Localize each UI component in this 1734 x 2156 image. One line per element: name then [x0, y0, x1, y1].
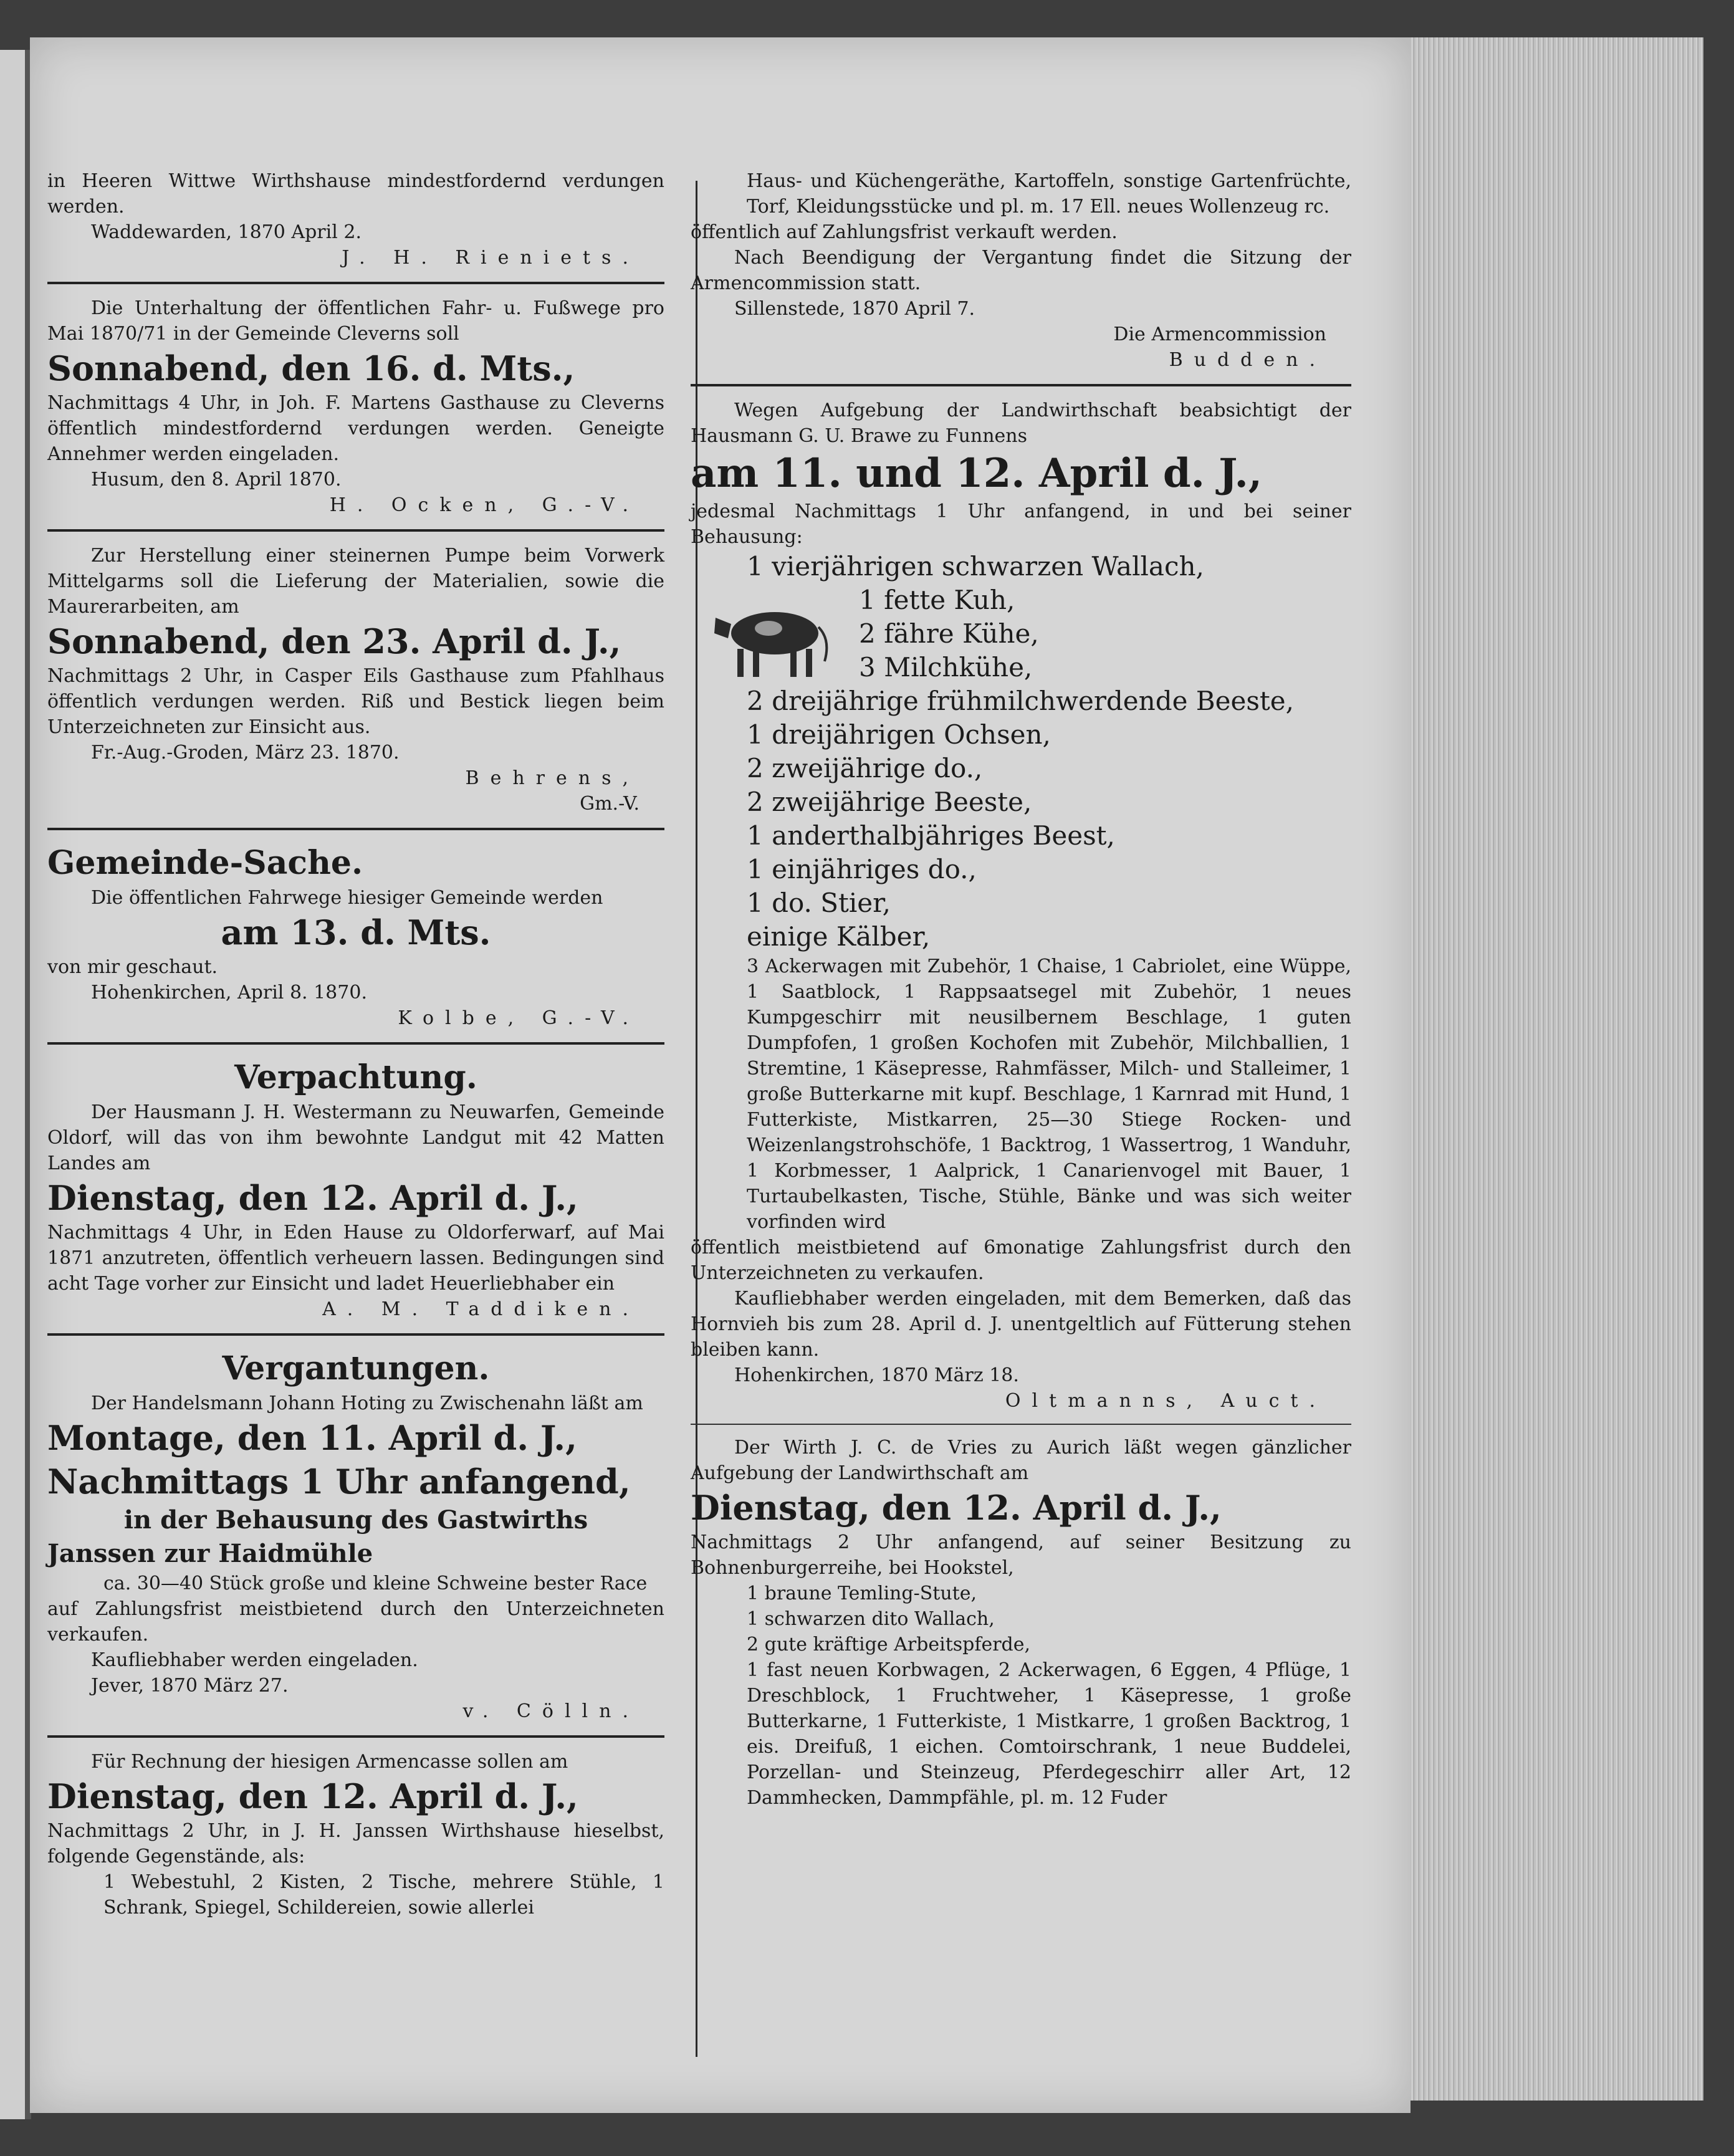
notice-text: Die Unterhaltung der öffentlichen Fahr- u. Fußwege pro Mai 1870/71 in der Gemeinde Cleverns soll — [47, 297, 664, 345]
notice-cleverns — [47, 295, 664, 520]
notice-text: Zur Herstellung einer steinernen Pumpe beim Vorwerk Mittelgarms soll die Lieferung der Materialien, sowie die Maurerarbeiten, am — [47, 545, 664, 618]
notice-text: Nachmittags 2 Uhr, in J. H. Janssen Wirthshause hieselbst, folgende Gegenstände, als: — [47, 1820, 664, 1867]
notice-heading: Verpachtung. — [234, 1058, 477, 1096]
divider — [47, 1333, 664, 1336]
list-item: 3 Milchkühe, — [859, 652, 1033, 683]
notice-text: Haus- und Küchengeräthe, Kartoffeln, sonstige Gartenfrüchte, Torf, Kleidungsstücke und pl. m. 17 Ell. neues Wollenzeug rc. — [747, 170, 1351, 218]
left-column — [47, 168, 664, 1923]
notice-text: Kaufliebhaber werden eingeladen. — [91, 1649, 418, 1671]
notice-text: auf Zahlungsfrist meistbietend durch den Unterzeichneten verkaufen. — [47, 1598, 664, 1646]
list-item: 1 anderthalbjähriges Beest, — [747, 820, 1115, 851]
notice-signature: A. M. Taddiken. — [322, 1298, 639, 1320]
notice-signature-title: Gm.-V. — [580, 793, 639, 815]
notice-text: Nachmittags 2 Uhr anfangend, auf seiner Besitzung zu Bohnenburgerreihe, bei Hookstel, — [691, 1531, 1351, 1579]
list-item: 2 dreijährige frühmilchwerdende Beeste, — [747, 686, 1295, 716]
newspaper-page — [30, 37, 1411, 2113]
book-spine-left — [0, 50, 31, 2119]
list-item: 1 do. Stier, — [747, 888, 891, 918]
notice-date: Husum, den 8. April 1870. — [91, 469, 342, 491]
list-item: 2 zweijährige Beeste, — [747, 787, 1032, 817]
notice-headline: am 11. und 12. April d. J., — [691, 450, 1263, 497]
notice-headline: Dienstag, den 12. April d. J., — [47, 1776, 578, 1816]
list-item: 1 braune Temling-Stute, — [747, 1583, 977, 1604]
notice-text: Kaufliebhaber werden eingeladen, mit dem Bemerken, daß das Hornvieh bis zum 28. April d. J. unentgeltlich auf Fütterung stehen bleiben kann. — [691, 1288, 1351, 1361]
notice-date: Waddewarden, 1870 April 2. — [91, 221, 362, 243]
list-item: 1 schwarzen dito Wallach, — [747, 1608, 995, 1630]
notice-date: Hohenkirchen, 1870 März 18. — [734, 1364, 1019, 1386]
notice-text: in Heeren Wittwe Wirthshause mindestfordernd verdungen werden. — [47, 170, 664, 218]
notice-vergantungen — [47, 1347, 664, 1727]
notice-text: ca. 30—40 Stück große und kleine Schweine bester Race — [103, 1573, 648, 1594]
notice-signature: Kolbe, G.-V. — [398, 1007, 639, 1029]
notice-text: 1 fast neuen Korbwagen, 2 Ackerwagen, 6 Eggen, 4 Pflüge, 1 Dreschblock, 1 Fruchtweher, 1 Käsepresse, 1 große Butterkarne, 1 Futterkiste, 1 Mistkarre, 1 großen Backtrog, 1 eis. Dreifuß, 1 eichen. Comtoirschrank, 1 neue Buddelei, Porzellan- und Steinzeug, Pferdegeschirr aller Art, 12 Dammhecken, Dammpfähle, pl. m. 12 Fuder — [747, 1659, 1351, 1809]
notice-text: von mir geschaut. — [47, 956, 218, 978]
divider — [691, 384, 1351, 386]
notice-headline: Dienstag, den 12. April d. J., — [691, 1488, 1222, 1528]
divider — [47, 529, 664, 532]
notice-headline: Dienstag, den 12. April d. J., — [47, 1178, 578, 1218]
notice-headline: Sonnabend, den 23. April d. J., — [47, 621, 621, 661]
notice-heading: Gemeinde-Sache. — [47, 844, 363, 882]
divider — [47, 282, 664, 284]
notice-de-vries — [691, 1435, 1351, 1813]
notice-pumpe — [47, 543, 664, 819]
notice-gemeinde-sache — [47, 841, 664, 1033]
notice-text: Nachmittags 4 Uhr, in Joh. F. Martens Gasthause zu Cleverns öffentlich mindestfordernd verdungen werden. Geneigte Annehmer werden eingeladen. — [47, 392, 664, 465]
notice-text: Der Handelsmann Johann Hoting zu Zwischenahn läßt am — [91, 1392, 643, 1414]
list-item: 2 gute kräftige Arbeitspferde, — [747, 1634, 1031, 1655]
notice-subheadline: in der Behausung des Gastwirths — [123, 1505, 588, 1535]
notice-text: öffentlich meistbietend auf 6monatige Zahlungsfrist durch den Unterzeichneten zu verkaufen. — [691, 1237, 1351, 1284]
list-item: 2 zweijährige do., — [747, 753, 983, 783]
notice-text: 1 Webestuhl, 2 Kisten, 2 Tische, mehrere Stühle, 1 Schrank, Spiegel, Schildereien, sowie allerlei — [103, 1871, 664, 1919]
notice-headline: Nachmittags 1 Uhr anfangend, — [47, 1462, 631, 1502]
list-item: 1 fette Kuh, — [859, 585, 1015, 615]
notice-text: Für Rechnung der hiesigen Armencasse sollen am — [91, 1751, 568, 1773]
notice-signature: J. H. Rieniets. — [342, 247, 639, 269]
divider — [47, 828, 664, 830]
list-item: 1 einjähriges do., — [747, 854, 977, 884]
notice-armencasse — [47, 1749, 664, 1923]
notice-subheadline: Janssen zur Haidmühle — [47, 1539, 373, 1568]
notice-signature-title: Die Armencommission — [1113, 323, 1326, 345]
list-item: 1 dreijährigen Ochsen, — [747, 719, 1051, 750]
notice-signature: Budden. — [1169, 349, 1326, 371]
list-item: einige Kälber, — [747, 921, 931, 952]
divider — [47, 1042, 664, 1045]
cow-icon — [709, 590, 834, 683]
divider — [691, 1424, 1351, 1425]
notice-headline: Montage, den 11. April d. J., — [47, 1418, 577, 1458]
notice-text: Der Wirth J. C. de Vries zu Aurich läßt wegen gänzlicher Aufgebung der Landwirthschaft am — [691, 1437, 1351, 1484]
list-item: 1 vierjährigen schwarzen Wallach, — [747, 551, 1204, 582]
divider — [47, 1735, 664, 1738]
notice-text: Nachmittags 2 Uhr, in Casper Eils Gasthause zum Pfahlhaus öffentlich verdungen werden. Riß und Bestick liegen beim Unterzeichneten zur Einsicht aus. — [47, 665, 664, 738]
notice-text: jedesmal Nachmittags 1 Uhr anfangend, in und bei seiner Behausung: — [691, 501, 1351, 548]
notice-text: Nachmittags 4 Uhr, in Eden Hause zu Oldorferwarf, auf Mai 1871 anzutreten, öffentlich verheuern lassen. Bedingungen sind acht Tage vorher zur Einsicht und ladet Heuerliebhaber ein — [47, 1222, 664, 1295]
notice-signature: Behrens, — [465, 767, 639, 789]
notice-text: 3 Ackerwagen mit Zubehör, 1 Chaise, 1 Cabriolet, eine Wüppe, 1 Saatblock, 1 Rappsaatsegel mit Zubehör, 1 neues Kumpgeschirr mit neusilbernem Beschlage, 1 guten Dumpfofen, 1 großen Kochofen mit Zubehör, Milchballien, 1 Stremtine, 1 Käsepresse, Rahmfässer, Milch- und Stalleimer, 1 große Butterkarne mit kupf. Beschlage, 1 Karnrad mit Hund, 1 Futterkiste, Mistkarren, 25—30 Stiege Rocken- und Weizenlangstrohschöfe, 1 Backtrog, 1 Wassertrog, 1 Wanduhr, 1 Korbmesser, 1 Aalprick, 1 Canarienvogel mit Bauer, 1 Turtaubelkasten, Tische, Stühle, Bänke und was sich weiter vorfinden wird — [747, 956, 1351, 1233]
notice-brawe — [691, 398, 1351, 1416]
notice-heading: Vergantungen. — [222, 1349, 490, 1387]
notice-text: öffentlich auf Zahlungsfrist verkauft werden. — [691, 221, 1118, 243]
notice-verpachtung — [47, 1056, 664, 1325]
book-page-edges — [1409, 37, 1703, 2101]
notice-armencommission — [691, 168, 1351, 375]
notice-date: Fr.-Aug.-Groden, März 23. 1870. — [91, 742, 400, 764]
notice-text: Die öffentlichen Fahrwege hiesiger Gemeinde werden — [91, 887, 603, 909]
notice-signature: H. Ocken, G.-V. — [329, 494, 639, 516]
notice-headline: am 13. d. Mts. — [221, 913, 491, 952]
list-item: 2 fähre Kühe, — [859, 618, 1039, 649]
notice-text: Wegen Aufgebung der Landwirthschaft beabsichtigt der Hausmann G. U. Brawe zu Funnens — [691, 400, 1351, 447]
notice-signature: v. Cölln. — [462, 1700, 639, 1722]
notice-date: Hohenkirchen, April 8. 1870. — [91, 982, 367, 1004]
notice-date: Jever, 1870 März 27. — [91, 1675, 289, 1697]
right-column — [691, 168, 1351, 1813]
notice-headline: Sonnabend, den 16. d. Mts., — [47, 348, 575, 388]
notice-signature: Oltmanns, Auct. — [1005, 1390, 1326, 1412]
notice-text: Der Hausmann J. H. Westermann zu Neuwarfen, Gemeinde Oldorf, will das von ihm bewohnte Landgut mit 42 Matten Landes am — [47, 1101, 664, 1174]
cow-illustration-block — [691, 583, 1351, 684]
notice-text: Nach Beendigung der Vergantung findet die Sitzung der Armencommission statt. — [691, 247, 1351, 294]
notice-waddewarden — [47, 168, 664, 273]
notice-date: Sillenstede, 1870 April 7. — [734, 298, 975, 320]
